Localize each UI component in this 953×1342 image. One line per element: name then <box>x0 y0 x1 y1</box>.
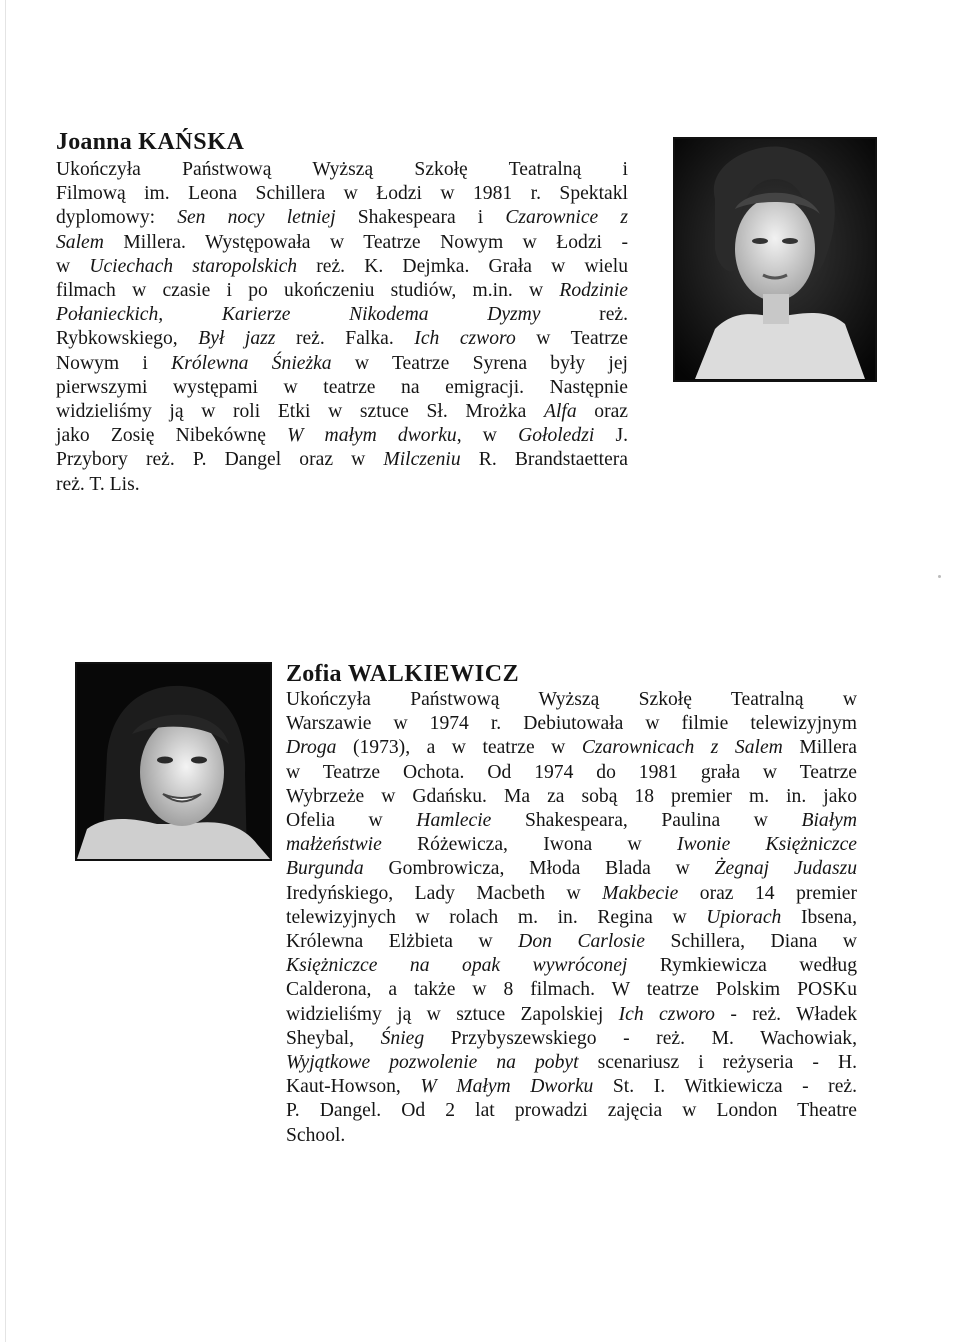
bio-line <box>286 1099 857 1123</box>
title-italic: małżeństwie <box>286 834 382 856</box>
text-run: , w <box>456 425 519 447</box>
title-italic: Hamlecie <box>416 810 492 832</box>
text-run: Schillera, Diana w <box>644 931 858 953</box>
text-run: reż. <box>540 304 628 326</box>
bio-heading <box>56 128 628 156</box>
text-run: reż. K. Dejmka. Grała w wielu <box>297 255 628 277</box>
title-italic: Był jazz <box>198 328 276 350</box>
bio-text <box>56 158 628 497</box>
bio-line <box>56 327 628 351</box>
text-run: oraz <box>576 401 628 423</box>
bio-line <box>286 1027 857 1051</box>
text-run: oraz 14 premier <box>678 882 857 904</box>
title-italic: Czarownice z <box>505 207 628 229</box>
bio-line <box>286 809 857 833</box>
bio-zofia-walkiewicz <box>286 660 857 1148</box>
text-run: Calderona, a także w 8 filmach. W teatrze Polskim POSKu <box>286 979 857 1001</box>
portrait-photo-zofia <box>75 662 272 861</box>
first-name: Zofia <box>286 661 342 687</box>
text-run: Shakespeara, Paulina w <box>491 810 802 832</box>
title-italic: Gołoledzi <box>518 425 595 447</box>
text-run: Kaut-Howson, <box>286 1076 421 1098</box>
text-run: Nowym i <box>56 352 172 374</box>
text-run: jako Zosię Nibekównę <box>56 425 288 447</box>
scan-speck <box>938 575 941 578</box>
text-run: Filmową im. Leona Schillera w Łodzi w 1981 r. Spektakl <box>56 183 628 205</box>
text-run: Shakespeara i <box>335 207 506 229</box>
title-italic: Czarownicach z Salem <box>581 737 783 759</box>
text-run: w <box>56 255 90 277</box>
text-run: scenariusz i reżyseria - H. <box>578 1052 858 1074</box>
text-run: filmach w czasie i po ukończeniu studiów, m.in. w <box>56 280 560 302</box>
bio-joanna-kanska <box>56 128 628 497</box>
text-run: R. Brandstaettera <box>460 449 628 471</box>
title-italic: Sen nocy letniej <box>177 207 336 229</box>
text-run: Rymkiewicza według <box>627 955 858 977</box>
text-run: Warszawie w 1974 r. Debiutowała w filmie telewizyjnym <box>286 713 857 735</box>
scan-edge-line <box>5 0 6 1342</box>
bio-line <box>286 1075 857 1099</box>
title-italic: Księżniczce na opak wywróconej <box>286 955 628 977</box>
bio-line <box>56 352 628 376</box>
text-run: dyplomowy: <box>56 207 178 229</box>
bio-line <box>286 833 857 857</box>
text-run: Różewicza, Iwona w <box>381 834 677 856</box>
text-run: J. <box>594 425 628 447</box>
bio-line <box>56 231 628 255</box>
bio-line <box>56 448 628 472</box>
bio-line <box>286 1003 857 1027</box>
bio-line <box>286 906 857 930</box>
title-italic: Uciechach staropolskich <box>89 255 298 277</box>
bio-line <box>286 978 857 1002</box>
text-run: Ibsena, <box>781 906 857 928</box>
title-italic: Połanieckich, Karierze Nikodema Dyzmy <box>56 304 541 326</box>
text-run: reż. T. Lis. <box>56 473 140 495</box>
text-run: widzieliśmy ją w sztuce Zapolskiej <box>286 1003 619 1025</box>
title-italic: Burgunda <box>286 858 364 880</box>
bio-line <box>56 473 628 497</box>
bio-line <box>56 158 628 182</box>
bio-line <box>286 761 857 785</box>
bio-line <box>286 882 857 906</box>
title-italic: Ich czworo <box>414 328 516 350</box>
bio-line <box>286 1124 857 1148</box>
text-run: widzieliśmy ją w roli Etki w sztuce Sł. Mrożka <box>56 401 544 423</box>
text-run: Ukończyła Państwową Wyższą Szkołę Teatralną w <box>286 689 857 710</box>
text-run: reż. Falka. <box>275 328 415 350</box>
portrait-joanna-image <box>675 139 875 380</box>
bio-line <box>286 712 857 736</box>
bio-line <box>286 736 857 760</box>
portrait-photo-joanna <box>673 137 877 382</box>
title-italic: Ich czworo <box>618 1003 715 1025</box>
title-italic: Żegnaj Judaszu <box>714 858 857 880</box>
text-run: St. I. Witkiewicza - reż. <box>593 1076 857 1098</box>
bio-line <box>286 1051 857 1075</box>
bio-line <box>56 279 628 303</box>
bio-line <box>56 255 628 279</box>
text-run: Królewna Elżbieta w <box>286 931 519 953</box>
text-run: Rybkowskiego, <box>56 328 199 350</box>
last-name: WALKIEWICZ <box>347 661 520 687</box>
title-italic: Don Carlosie <box>518 931 645 953</box>
text-run: w Teatrze <box>515 328 628 350</box>
text-run: Millera. Występowała w Teatrze Nowym w Łodzi - <box>103 231 628 253</box>
bio-line <box>56 400 628 424</box>
bio-line <box>286 857 857 881</box>
text-run: Wybrzeże w Gdańsku. Ma za sobą 18 premier m. in. jako <box>286 785 857 807</box>
title-italic: Białym <box>801 810 857 832</box>
title-italic: Śnieg <box>380 1027 425 1049</box>
bio-line <box>286 930 857 954</box>
bio-line <box>56 376 628 400</box>
text-run: Iredyńskiego, Lady Macbeth w <box>286 882 603 904</box>
text-run: Przybyszewskiego - reż. M. Wachowiak, <box>424 1027 858 1049</box>
bio-text <box>286 688 857 1148</box>
bio-line <box>56 182 628 206</box>
text-run: - reż. Władek <box>714 1003 857 1025</box>
text-run: telewizyjnych w rolach m. in. Regina w <box>286 906 707 928</box>
title-italic: Milczeniu <box>383 449 461 471</box>
title-italic: Iwonie Księżniczce <box>676 834 857 856</box>
text-run: (1973), a w teatrze w <box>336 737 582 759</box>
text-run: pierwszymi występami w teatrze na emigracji. Następnie <box>56 376 628 398</box>
text-run: w Teatrze Ochota. Od 1974 do 1981 grała w Teatrze <box>286 761 857 783</box>
first-name: Joanna <box>56 129 132 155</box>
bio-line <box>56 206 628 230</box>
text-run: Gombrowicza, Młoda Blada w <box>363 858 715 880</box>
title-italic: Salem <box>56 231 104 253</box>
portrait-zofia-image <box>77 664 270 859</box>
text-run: P. Dangel. Od 2 lat prowadzi zajęcia w London Theatre <box>286 1100 857 1122</box>
text-run: School. <box>286 1124 346 1146</box>
title-italic: Makbecie <box>602 882 679 904</box>
title-italic: Wyjątkowe pozwolenie na pobyt <box>286 1052 579 1074</box>
title-italic: Upiorach <box>706 906 782 928</box>
title-italic: Rodzinie <box>559 280 628 302</box>
bio-heading <box>286 660 857 688</box>
text-run: Sheybal, <box>286 1027 381 1049</box>
title-italic: Droga <box>286 737 337 759</box>
text-run: Millera <box>782 737 857 759</box>
bio-line <box>286 688 857 712</box>
title-italic: W małym dworku <box>287 425 457 447</box>
text-run: Ukończyła Państwową Wyższą Szkołę Teatralną i <box>56 159 628 180</box>
bio-line <box>56 424 628 448</box>
title-italic: Królewna Śnieżka <box>171 352 332 374</box>
title-italic: Alfa <box>543 401 577 423</box>
bio-line <box>286 954 857 978</box>
text-run: Ofelia w <box>286 810 417 832</box>
title-italic: W Małym Dworku <box>420 1076 594 1098</box>
bio-line <box>56 303 628 327</box>
text-run: w Teatrze Syrena były jej <box>331 352 628 374</box>
bio-line <box>286 785 857 809</box>
last-name: KAŃSKA <box>138 129 245 155</box>
text-run: Przybory reż. P. Dangel oraz w <box>56 449 384 471</box>
